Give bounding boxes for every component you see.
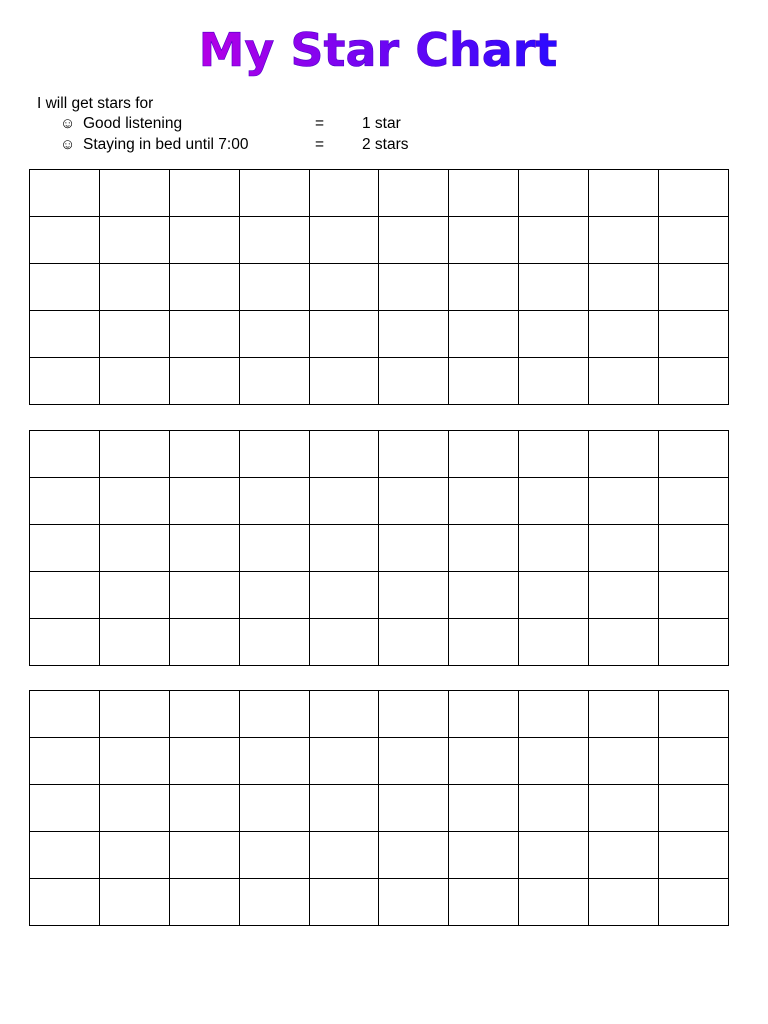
star-cell [309, 619, 379, 666]
smiley-face-icon: ☺ [60, 136, 76, 153]
rule-behavior: Staying in bed until 7:00 [83, 136, 249, 153]
star-cell [589, 785, 659, 832]
star-cell [589, 478, 659, 525]
rule-reward: 2 stars [362, 136, 409, 153]
star-cell [169, 832, 239, 879]
star-cell [169, 358, 239, 405]
grid-row [30, 358, 729, 405]
star-cell [659, 879, 729, 926]
star-cell [659, 832, 729, 879]
star-cell [309, 525, 379, 572]
rule-equals-sign: = [315, 115, 325, 132]
star-cell [239, 358, 309, 405]
star-cell [379, 431, 449, 478]
star-cell [239, 572, 309, 619]
star-cell [449, 431, 519, 478]
star-cell [239, 311, 309, 358]
star-cell [309, 358, 379, 405]
star-cell [659, 525, 729, 572]
star-cell [239, 264, 309, 311]
grid-row [30, 217, 729, 264]
star-cell [239, 879, 309, 926]
star-cell [519, 217, 589, 264]
star-cell [30, 170, 100, 217]
grid-row [30, 572, 729, 619]
star-cell [30, 217, 100, 264]
star-cell [30, 879, 100, 926]
star-cell [30, 832, 100, 879]
star-cell [519, 879, 589, 926]
star-grid-2 [29, 430, 729, 666]
star-cell [169, 217, 239, 264]
star-cell [659, 738, 729, 785]
star-cell [379, 619, 449, 666]
star-cell [379, 358, 449, 405]
star-cell [99, 217, 169, 264]
star-cell [309, 431, 379, 478]
star-cell [169, 738, 239, 785]
star-grid-1 [29, 169, 729, 405]
star-cell [589, 619, 659, 666]
star-cell [449, 217, 519, 264]
star-grid-3 [29, 690, 729, 926]
star-cell [519, 170, 589, 217]
star-cell [519, 478, 589, 525]
rule-behavior: Good listening [83, 115, 183, 132]
smiley-face-icon: ☺ [60, 115, 76, 132]
star-cell [239, 691, 309, 738]
star-cell [239, 170, 309, 217]
star-cell [309, 572, 379, 619]
star-cell [379, 311, 449, 358]
star-cell [519, 738, 589, 785]
star-cell [379, 170, 449, 217]
rule-staying-in-bed [60, 134, 460, 155]
star-cell [30, 431, 100, 478]
grid-row [30, 478, 729, 525]
star-cell [659, 358, 729, 405]
star-cell [659, 785, 729, 832]
star-cell [239, 785, 309, 832]
star-cell [659, 311, 729, 358]
star-cell [309, 478, 379, 525]
star-cell [169, 691, 239, 738]
star-cell [659, 170, 729, 217]
star-cell [99, 170, 169, 217]
title-text: My Star Chart [198, 23, 558, 77]
star-cell [589, 431, 659, 478]
star-cell [589, 358, 659, 405]
star-cell [519, 431, 589, 478]
star-cell [589, 311, 659, 358]
star-cell [449, 691, 519, 738]
star-cell [239, 217, 309, 264]
star-cell [169, 431, 239, 478]
star-cell [519, 785, 589, 832]
star-cell [449, 358, 519, 405]
star-cell [379, 785, 449, 832]
star-cell [659, 217, 729, 264]
star-cell [379, 691, 449, 738]
star-cell [379, 264, 449, 311]
star-cell [449, 619, 519, 666]
star-cell [309, 264, 379, 311]
star-cell [449, 879, 519, 926]
star-cell [99, 785, 169, 832]
rule-reward: 1 star [362, 115, 401, 132]
star-cell [99, 691, 169, 738]
star-cell [659, 264, 729, 311]
grid-row [30, 738, 729, 785]
star-cell [169, 264, 239, 311]
star-cell [169, 619, 239, 666]
star-cell [99, 264, 169, 311]
star-cell [239, 478, 309, 525]
star-cell [379, 478, 449, 525]
star-cell [30, 691, 100, 738]
star-cell [449, 311, 519, 358]
star-cell [169, 879, 239, 926]
star-cell [99, 738, 169, 785]
star-cell [309, 170, 379, 217]
star-cell [99, 478, 169, 525]
rule-equals-sign: = [315, 136, 325, 153]
star-cell [449, 572, 519, 619]
star-cell [589, 525, 659, 572]
star-cell [309, 832, 379, 879]
star-cell [239, 832, 309, 879]
star-cell [519, 264, 589, 311]
star-cell [309, 217, 379, 264]
star-cell [99, 525, 169, 572]
star-cell [519, 691, 589, 738]
star-cell [239, 525, 309, 572]
star-cell [99, 619, 169, 666]
star-cell [519, 619, 589, 666]
star-cell [30, 264, 100, 311]
intro-text: I will get stars for [37, 95, 154, 112]
star-cell [449, 785, 519, 832]
star-cell [99, 879, 169, 926]
star-cell [99, 572, 169, 619]
star-cell [30, 525, 100, 572]
star-cell [99, 431, 169, 478]
star-cell [589, 879, 659, 926]
star-cell [99, 311, 169, 358]
grid-row [30, 832, 729, 879]
star-cell [519, 311, 589, 358]
star-cell [30, 572, 100, 619]
star-cell [239, 738, 309, 785]
star-cell [30, 785, 100, 832]
grid-row [30, 785, 729, 832]
star-cell [659, 431, 729, 478]
star-cell [449, 170, 519, 217]
star-cell [589, 738, 659, 785]
star-cell [519, 525, 589, 572]
star-cell [309, 738, 379, 785]
star-cell [239, 619, 309, 666]
star-cell [379, 525, 449, 572]
star-cell [589, 264, 659, 311]
star-cell [379, 832, 449, 879]
grid-row [30, 619, 729, 666]
star-cell [309, 691, 379, 738]
star-cell [169, 525, 239, 572]
star-cell [30, 478, 100, 525]
star-cell [99, 358, 169, 405]
star-cell [659, 478, 729, 525]
star-cell [30, 358, 100, 405]
star-cell [659, 572, 729, 619]
star-cell [659, 619, 729, 666]
star-cell [239, 431, 309, 478]
star-cell [309, 311, 379, 358]
star-cell [379, 217, 449, 264]
page-title [0, 22, 768, 82]
star-cell [449, 738, 519, 785]
grid-row [30, 311, 729, 358]
star-cell [169, 572, 239, 619]
star-cell [519, 832, 589, 879]
star-cell [449, 478, 519, 525]
grid-row [30, 879, 729, 926]
star-cell [169, 478, 239, 525]
star-cell [379, 572, 449, 619]
star-cell [449, 264, 519, 311]
star-cell [309, 879, 379, 926]
star-cell [99, 832, 169, 879]
star-cell [30, 311, 100, 358]
star-cell [169, 311, 239, 358]
star-cell [589, 691, 659, 738]
title-wordart [0, 22, 768, 82]
star-cell [449, 832, 519, 879]
star-cell [519, 358, 589, 405]
star-cell [589, 170, 659, 217]
star-cell [449, 525, 519, 572]
grid-row [30, 691, 729, 738]
star-cell [379, 738, 449, 785]
star-cell [659, 691, 729, 738]
star-cell [169, 170, 239, 217]
star-cell [309, 785, 379, 832]
grid-row [30, 170, 729, 217]
star-cell [589, 217, 659, 264]
star-cell [30, 619, 100, 666]
star-cell [519, 572, 589, 619]
star-cell [589, 832, 659, 879]
grid-row [30, 264, 729, 311]
star-cell [589, 572, 659, 619]
star-cell [169, 785, 239, 832]
star-cell [30, 738, 100, 785]
rule-good-listening [60, 113, 460, 134]
grid-row [30, 431, 729, 478]
star-cell [379, 879, 449, 926]
grid-row [30, 525, 729, 572]
